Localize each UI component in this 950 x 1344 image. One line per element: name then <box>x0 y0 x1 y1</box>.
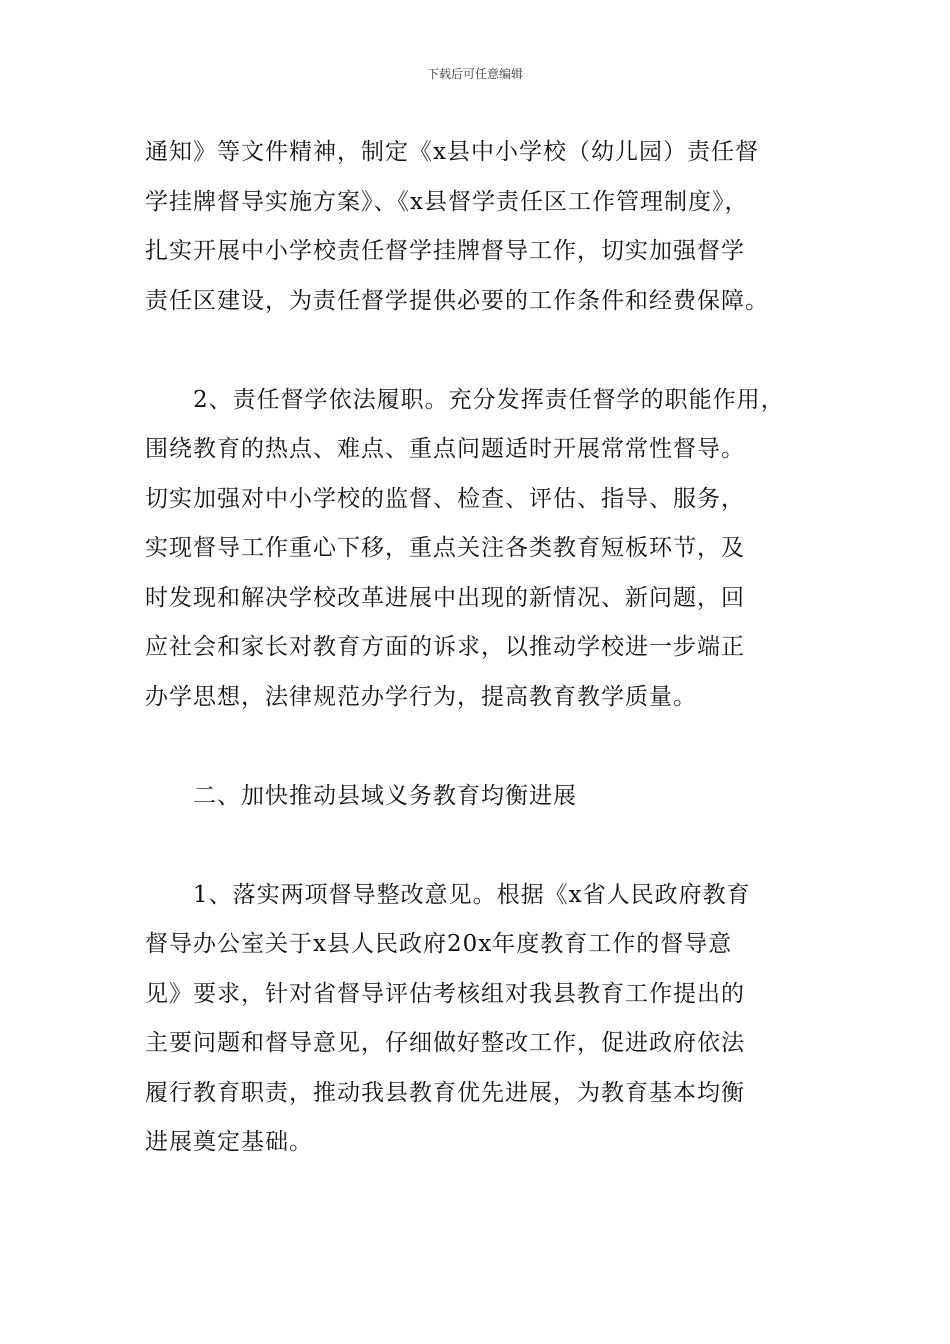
page-header: 下载后可任意编辑 <box>426 67 523 81</box>
text-line: 围绕教育的热点、难点、重点问题适时开展常常性督导。 <box>145 436 745 462</box>
text-line: 见》要求，针对省督导评估考核组对我县教育工作提出的 <box>145 980 745 1007</box>
text-line: 学挂牌督导实施方案》、《x县督学责任区工作管理制度》， <box>145 188 749 215</box>
text-line: 应社会和家长对教育方面的诉求，以推动学校进一步端正 <box>145 634 745 660</box>
text-line: 2、责任督学依法履职。充分发挥责任督学的职能作用， <box>193 386 785 413</box>
text-line: 履行教育职责，推动我县教育优先进展，为教育基本均衡 <box>145 1079 745 1106</box>
text-line: 主要问题和督导意见，仔细做好整改工作，促进政府依法 <box>145 1030 745 1056</box>
text-line: 切实加强对中小学校的监督、检查、评估、指导、服务， <box>145 485 745 512</box>
text-line: 督导办公室关于x县人民政府20x年度教育工作的督导意 <box>145 931 733 957</box>
paragraph-gap <box>145 722 835 772</box>
text-line: 通知》等文件精神，制定《x县中小学校（幼儿园）责任督 <box>145 139 759 165</box>
text-line: 1、落实两项督导整改意见。根据《x省人民政府教育 <box>193 881 751 908</box>
text-line: 扎实开展中小学校责任督学挂牌督导工作，切实加强督学 <box>145 238 745 264</box>
paragraph-rectification <box>145 871 835 1168</box>
paragraph-duties <box>145 376 835 723</box>
paragraph-continuation <box>145 128 835 326</box>
text-line: 责任区建设，为责任督学提供必要的工作条件和经费保障。 <box>145 287 769 314</box>
text-line: 进展奠定基础。 <box>145 1129 313 1155</box>
paragraph-gap <box>145 326 835 376</box>
document-body <box>145 128 835 1168</box>
text-line: 办学思想，法律规范办学行为，提高教育教学质量。 <box>145 683 697 710</box>
section-heading <box>145 772 835 822</box>
text-line: 实现督导工作重心下移，重点关注各类教育短板环节，及 <box>145 535 745 561</box>
section-heading-text: 二、加快推动县域义务教育均衡进展 <box>193 782 577 809</box>
text-line: 时发现和解决学校改革进展中出现的新情况、新问题，回 <box>145 584 745 611</box>
paragraph-gap <box>145 821 835 871</box>
